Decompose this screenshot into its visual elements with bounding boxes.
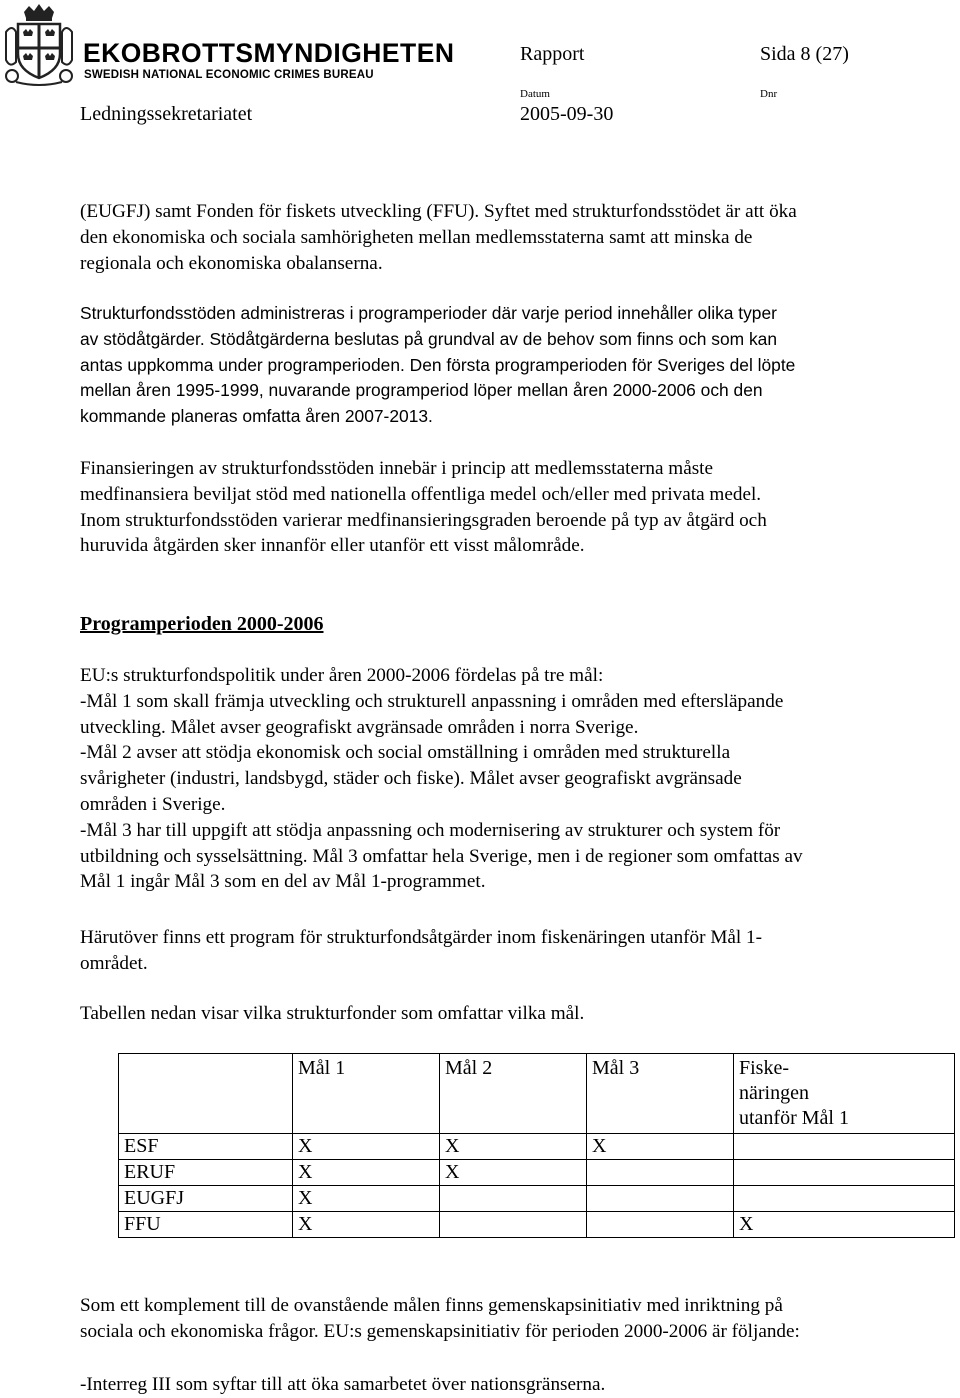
table-cell: X xyxy=(440,1134,587,1160)
paragraph-2: Strukturfondsstöden administreras i programperioder där varje period innehåller olika typer av stödåtgärder. Stödåtgärderna beslutas på grundval av de behov som finns och som kan antas uppkomma under programperioden. Den första programperioden för Sveriges del löpte mellan åren 1995-1999, nuvarande programperiod löper mellan åren 2000-2006 och den kommande planeras omfatta åren 2007-2013. xyxy=(80,303,796,427)
table-cell xyxy=(440,1186,587,1212)
table-row xyxy=(119,1212,955,1238)
table-cell xyxy=(587,1186,734,1212)
table-cell xyxy=(587,1160,734,1186)
paragraph-1: (EUGFJ) samt Fonden för fiskets utveckling (FFU). Syftet med strukturfondsstödet är att öka den ekonomiska och sociala samhörigheten mellan medlemsstaterna samt att minska de regionala och ekonomiska obalanserna. xyxy=(80,201,797,274)
coat-of-arms-logo xyxy=(2,2,76,86)
table-header-cell: Mål 3 xyxy=(587,1054,734,1134)
section-heading: Programperioden 2000-2006 xyxy=(80,613,324,635)
document-date: 2005-09-30 xyxy=(520,103,614,125)
table-cell: ERUF xyxy=(119,1160,293,1186)
page-number: Sida 8 (27) xyxy=(760,43,849,65)
org-name: EKOBROTTSMYNDIGHETEN xyxy=(83,38,455,68)
table-row xyxy=(119,1134,955,1160)
table-cell: X xyxy=(734,1212,955,1238)
table-header-row xyxy=(119,1054,955,1134)
fund-goal-table xyxy=(118,1053,955,1238)
department: Ledningssekretariatet xyxy=(80,103,253,125)
table-header-cell: Mål 1 xyxy=(293,1054,440,1134)
table-cell xyxy=(734,1134,955,1160)
table-cell: FFU xyxy=(119,1212,293,1238)
paragraph-4: EU:s strukturfondspolitik under åren 2000-2006 fördelas på tre mål: -Mål 1 som skall främja utveckling och strukturell anpassning i områden med eftersläpande utveckling. Målet avser geografiskt avgränsade områden i norra Sverige. -Mål 2 avser att stödja ekonomisk och social omställning i områden med strukturella svårigheter (industri, landsbygd, städer och fiske). Målet avser geografiskt avgränsade områden i Sverige. -Mål 3 har till uppgift att stödja anpassning och modernisering av strukturer och system för utbildning och sysselsättning. Mål 3 omfattar hela Sverige, men i de regioner som omfattas av Mål 1 ingår Mål 3 som en del av Mål 1-programmet. xyxy=(80,665,803,893)
paragraph-7: Som ett komplement till de ovanstående målen finns gemenskapsinitiativ med inriktning på sociala och ekonomiska frågor. EU:s gemenskapsinitiativ för perioden 2000-2006 är följande: xyxy=(80,1295,800,1342)
table-cell xyxy=(734,1160,955,1186)
table-cell xyxy=(440,1212,587,1238)
table-cell: X xyxy=(293,1160,440,1186)
table-header-cell: Mål 2 xyxy=(440,1054,587,1134)
document-type: Rapport xyxy=(520,43,585,65)
table-header-cell xyxy=(119,1054,293,1134)
table-cell: X xyxy=(293,1186,440,1212)
dnr-label: Dnr xyxy=(760,88,778,100)
paragraph-8: -Interreg III som syftar till att öka samarbetet över nationsgränserna. xyxy=(80,1374,606,1395)
table-cell: X xyxy=(587,1134,734,1160)
table-row xyxy=(119,1160,955,1186)
table-cell: EUGFJ xyxy=(119,1186,293,1212)
table-cell xyxy=(587,1212,734,1238)
table-cell xyxy=(734,1186,955,1212)
table-row xyxy=(119,1186,955,1212)
table-header-cell: Fiske- näringen utanför Mål 1 xyxy=(734,1054,955,1134)
paragraph-3: Finansieringen av strukturfondsstöden innebär i princip att medlemsstaterna måste medfinansiera beviljat stöd med nationella offentliga medel och/eller med privata medel. Inom strukturfondsstöden varierar medfinansieringsgraden beroende på typ av åtgärd och huruvida åtgärden sker innanför eller utanför ett visst målområde. xyxy=(80,458,767,557)
org-subtitle: SWEDISH NATIONAL ECONOMIC CRIMES BUREAU xyxy=(84,69,374,81)
paragraph-5: Härutöver finns ett program för strukturfondsåtgärder inom fiskenäringen utanför Mål 1- området. xyxy=(80,927,763,974)
table-cell: X xyxy=(293,1134,440,1160)
date-label: Datum xyxy=(520,88,550,100)
paragraph-6: Tabellen nedan visar vilka strukturfonder som omfattar vilka mål. xyxy=(80,1003,585,1024)
table-cell: X xyxy=(293,1212,440,1238)
table-cell: ESF xyxy=(119,1134,293,1160)
table-cell: X xyxy=(440,1160,587,1186)
